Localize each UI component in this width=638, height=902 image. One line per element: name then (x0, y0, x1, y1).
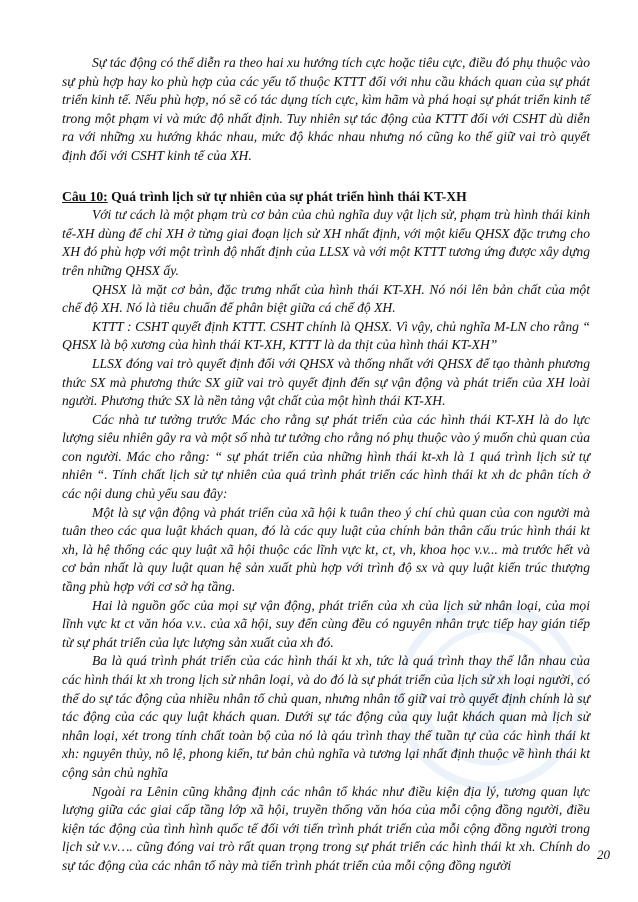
paragraph-llsx: LLSX đóng vai trò quyết định đối với QHSX và thống nhất với QHSX để tạo thành phương thức SX mà phương thức SX giữ vai trò quyết định đến sự vận động và phát triển của XH loài người. Phương thức SX là nền tảng vật chất của một hình thái KT-XH. (62, 355, 590, 409)
paragraph-lenin: Ngoài ra Lênin cũng khẳng định các nhân tố khác như điều kiện địa lý, tương quan lực lượng giữa các giai cấp tầng lớp xã hội, truyền thống văn hóa của mỗi cộng đồng người, điều kiện tác động của tình hình quốc tế đối với tiến trình phát triển của mỗi cộng đồng người trong lịch sử v.v…. cũng đóng vai trò rất quan trọng trong sự phát triển các hình thái kt xh. Chính do sự tác động của các nhân tố này mà tiến trình phát triển của mỗi cộng đồng người (62, 783, 590, 873)
paragraph-qhsx: QHSX là mặt cơ bản, đặc trưng nhất của hình thái KT-XH. Nó nói lên bản chất của một chế độ XH. Nó là tiêu chuẩn để phân biệt giữa cá chế độ XH. (62, 281, 590, 316)
question-label: Câu 10: (62, 188, 108, 204)
section-heading (62, 188, 590, 207)
paragraph-point-one: Một là sự vận động và phát triển của xã hội k tuân theo ý chí chủ quan của con người mà tuân theo các qua luật khách quan, đó là các quy luật của chính bản thân cấu trúc hình thái kt xh, là hệ thống các quy luật xã hội thuộc các lĩnh vực kt, ct, vh, khoa học v.v... mà trước hết và cơ bản nhất là quy luật quan hệ sản xuất phù hợp với trình độ sx và quy luật kiến trúc thượng tầng phù hợp với cơ sở hạ tầng. (62, 504, 590, 595)
paragraph-kttt: KTTT : CSHT quyết định KTTT. CSHT chính là QHSX. Vì vậy, chủ nghĩa M-LN cho rằng “ QHSX là bộ xương của hình thái KT-XH, KTTT là da thịt của hình thái KT-XH” (62, 318, 590, 353)
paragraph-marx: Các nhà tư tưởng trước Mác cho rằng sự phát triển của các hình thái KT-XH là do lực lượng siêu nhiên gây ra và một số nhà tư tưởng cho rằng nó phụ thuộc vào ý muốn chủ quan của con người. Mác cho rằng: “ sự phát triển của những hình thái kt-xh là 1 quá trình lịch sử tự nhiên “. Tính chất lịch sử tự nhiên của quá trình phát triển các hình thái kt xh dc phân tích ở các nội dung chủ yếu sau đây: (62, 411, 590, 502)
paragraph-point-three: Ba là quá trình phát triển của các hình thái kt xh, tức là quá trình thay thế lẫn nhau của các hình thái kt xh trong lịch sử nhân loại, và do đó là sự phát triển của lịch sử xh loại người, có thể do sự tác động của nhiều nhân tố chủ quan, nhưng nhân tố giữ vai trò quyết định chính là sự tác động của các quy luật khách quan. Dưới sự tác động của quy luật khách quan mà lịch sử nhân loại, xét trong tính chất toàn bộ của nó là qáu trình thay thế tuần tự của các hình thái kt xh: nguyên thủy, nô lệ, phong kiến, tư bản chủ nghĩa và tương lại nhất định thuộc về hình thái kt cộng sản chủ nghĩa (62, 653, 590, 780)
page-number: 20 (597, 847, 610, 862)
heading-text: Quá trình lịch sử tự nhiên của sự phát triển hình thái KT-XH (107, 188, 467, 204)
page-body (62, 54, 590, 876)
paragraph-point-two: Hai là nguồn gốc của mọi sự vận động, phát triển của xh của lịch sử nhân loại, của mọi lĩnh vực kt ct văn hóa v.v.. của xã hội, suy đến cùng đều có nguyên nhân trực tiếp hay gián tiếp từ sự phát triển của lực lượng sản xuất của xh đó. (62, 597, 590, 650)
paragraph-kttt-impact: Sự tác động có thể diễn ra theo hai xu hướng tích cực hoặc tiêu cực, điều đó phụ thuộc vào sự phù hợp hay ko phù hợp của các yếu tố thuộc KTTT đối với nhu cầu khách quan của sự phát triển kinh tế. Nếu phù hợp, nó sẽ có tác dụng tích cực, kìm hãm và phá hoại sự phát triển kinh tế trong một phạm vi và mức độ nhất định. Tuy nhiên sự tác động của KTTT đối với CSHT dù diễn ra với những xu hướng khác nhau, mức độ khác nhau nhưng nó cũng ko thể giữ vai trò quyết định đối với CSHT kinh tế của XH. (62, 55, 590, 163)
paragraph-definition: Với tư cách là một phạm trù cơ bản của chủ nghĩa duy vật lịch sử, phạm trù hình thái kinh tế-XH dùng để chỉ XH ở từng giai đoạn lịch sử XH nhất định, với một kiểu QHSX đặc trưng cho XH đó phù hợp với một trình độ nhất định của LLSX và với một KTTT tương ứng được xây dựng trên những QHSX ấy. (62, 207, 590, 278)
